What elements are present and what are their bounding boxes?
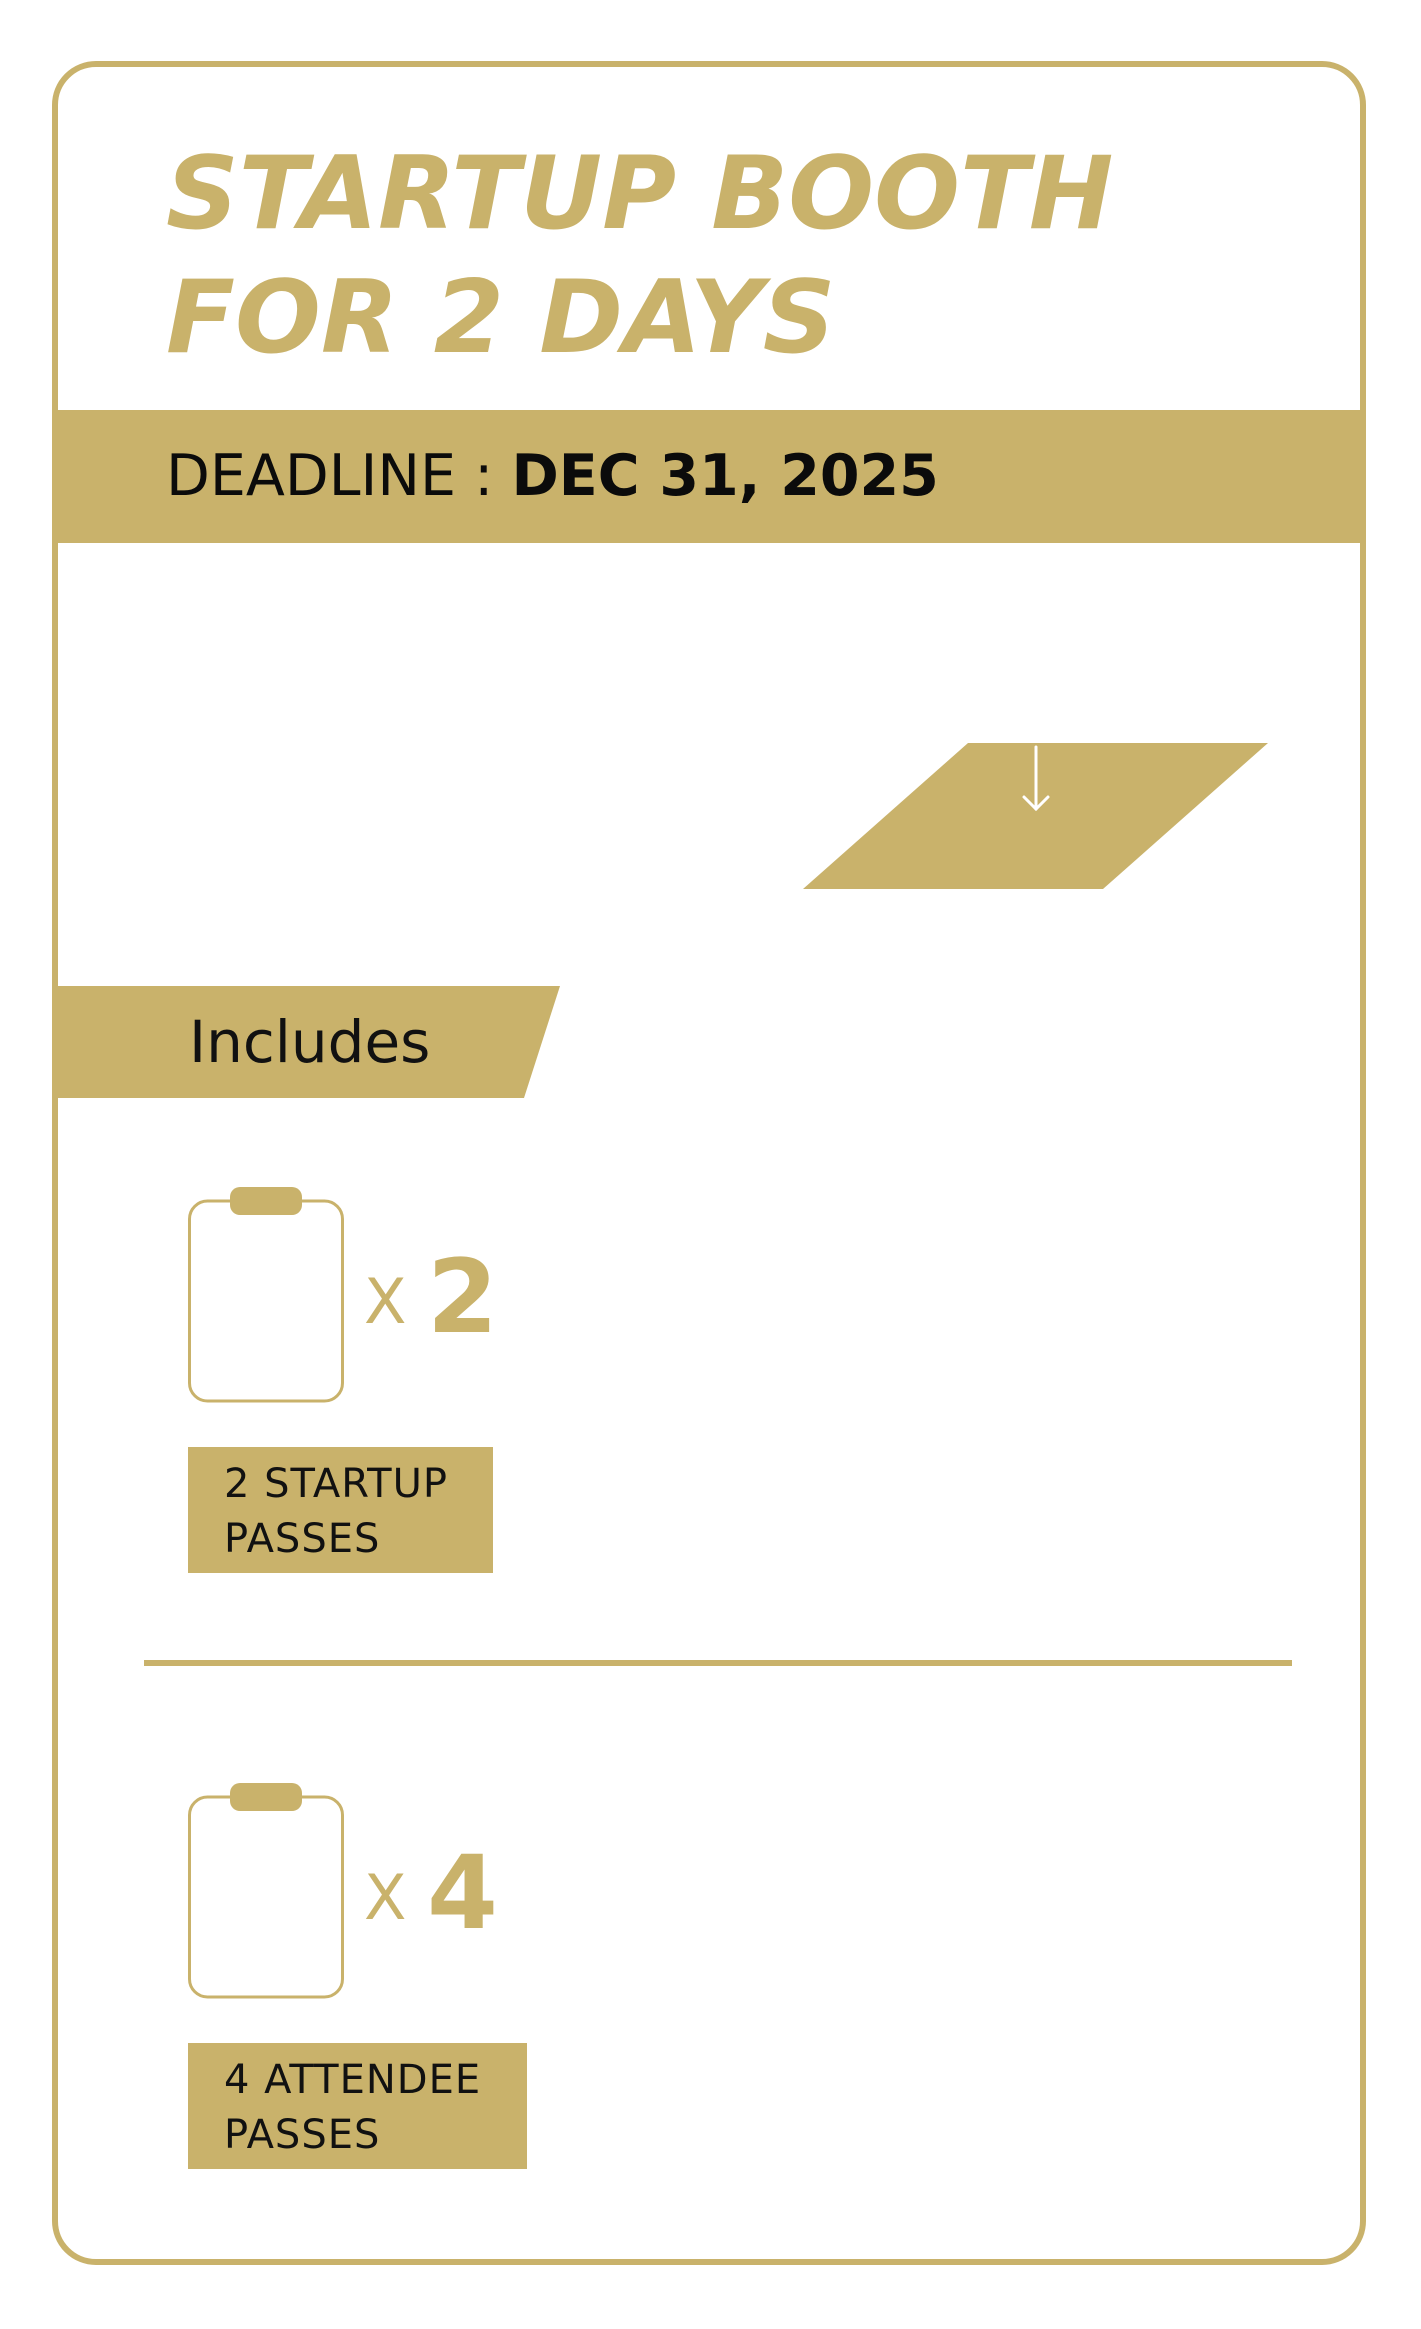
attendee-passes-item [188,1781,888,2161]
deadline-banner [58,410,1360,543]
deadline-text [166,410,939,543]
select-package-button[interactable] [803,743,1268,889]
section-divider [144,1660,1292,1666]
includes-label: Includes [189,1008,431,1076]
pass-count: 2 [427,1238,498,1357]
package-title-line-1: STARTUP BOOTH [166,134,1114,252]
pass-label: 2 STARTUP PASSES [188,1447,493,1573]
pass-card-icon [188,1185,344,1403]
package-title [166,131,1113,379]
multiplier-sign: X [364,1861,407,1934]
deadline-label: DEADLINE : [166,443,512,509]
startup-passes-item [188,1185,888,1565]
includes-tab [58,986,560,1098]
pass-card-icon [188,1781,344,1999]
multiplier-sign: X [364,1265,407,1338]
deadline-value: DEC 31, 2025 [511,443,939,509]
booth-package-card [52,61,1366,2265]
pass-count: 4 [427,1834,498,1953]
pass-label: 4 ATTENDEE PASSES [188,2043,527,2169]
package-title-line-2: FOR 2 DAYS [166,258,836,376]
